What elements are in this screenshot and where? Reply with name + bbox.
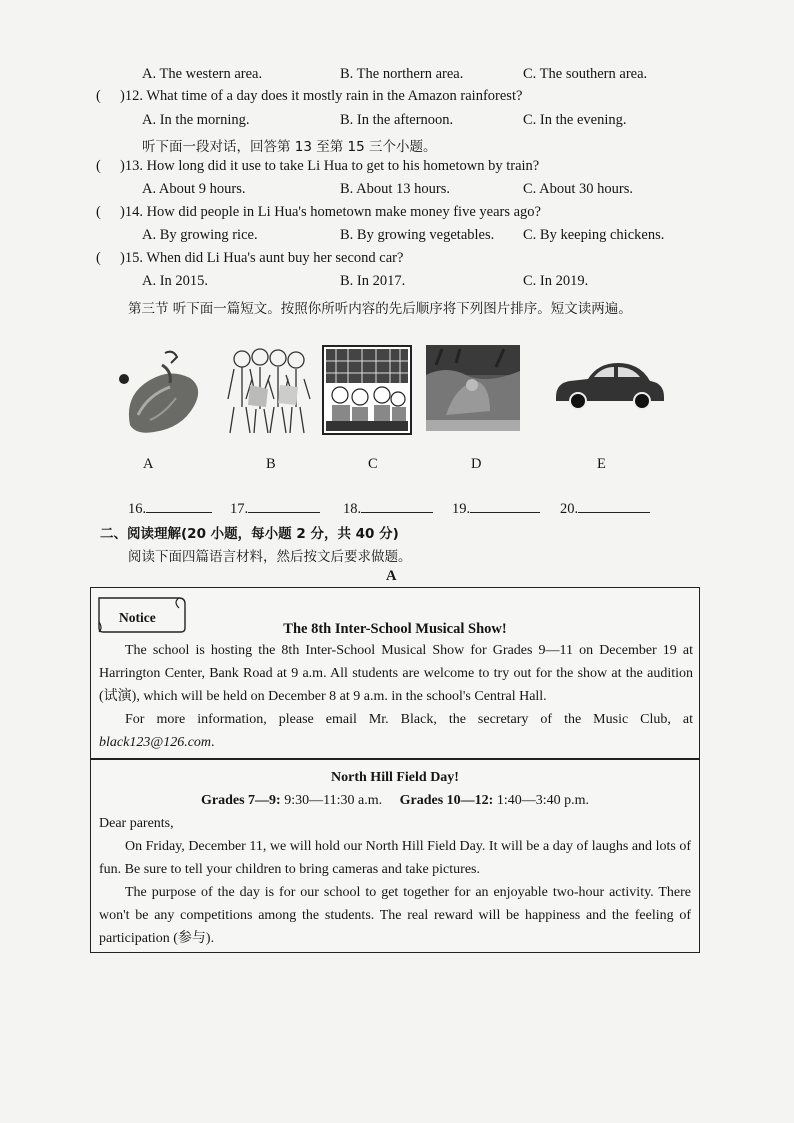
picture-b-children [220,345,320,440]
blank-number: 20. [560,501,579,517]
q15-option-c: C. In 2019. [523,273,589,289]
passage-label: A [386,568,397,584]
answer-16[interactable] [128,500,212,518]
part2-instruction: 阅读下面四篇语言材料，然后按文后要求做题。 [128,549,412,565]
q12-option-a: A. In the morning. [142,112,250,128]
picture-label-b: B [266,456,276,472]
answer-18[interactable] [343,500,433,518]
q13-text: )13. How long did it use to take Li Hua to get to his hometown by train? [120,158,540,174]
q12-paren[interactable]: ( [96,88,101,104]
notice-paragraph-2: For more information, please email Mr. Black, the secretary of the Music Club, at black123@126.com. [99,712,693,750]
q14-text: )14. How did people in Li Hua's hometown make money five years ago? [120,204,541,220]
picture-c-library [322,345,412,435]
blank-number: 19. [452,501,471,517]
q14-option-c: C. By keeping chickens. [523,227,665,243]
picture-e-car [550,355,670,415]
field-day-title: North Hill Field Day! [331,770,459,785]
answer-17[interactable] [230,500,320,518]
picture-label-e: E [597,456,606,472]
secretary-email-link[interactable]: black123@126.com [99,735,212,750]
picture-d-outdoor [426,345,520,431]
grades-7-9-time: 9:30—11:30 a.m. [284,793,383,808]
field-day-schedule [91,789,699,812]
q14-option-b: B. By growing vegetables. [340,227,495,243]
q14-option-a: A. By growing rice. [142,227,258,243]
q11-option-a: A. The western area. [142,66,263,82]
blank-number: 18. [343,501,362,517]
grades-10-12-label: Grades 10—12: [399,793,494,808]
q14-paren[interactable]: ( [96,204,101,220]
field-day-paragraph-1: On Friday, December 11, we will hold our North Hill Field Day. It will be a day of laughs and lots of fun. Be sure to tell your children to bring cameras and take pictures. [99,839,691,877]
q15-paren[interactable]: ( [96,250,101,266]
picture-label-c: C [368,456,378,472]
q13-option-b: B. About 13 hours. [340,181,450,197]
q11-option-c: C. The southern area. [523,66,648,82]
field-day-box [90,759,700,953]
q12-text: )12. What time of a day does it mostly rain in the Amazon rainforest? [120,88,523,104]
field-day-greeting: Dear parents, [99,816,174,831]
instruction-13-15: 听下面一段对话，回答第 13 至第 15 三个小题。 [142,139,437,155]
answer-20[interactable] [560,500,650,518]
picture-label-a: A [143,456,154,472]
notice-title: The 8th Inter-School Musical Show! [283,621,507,637]
q13-option-a: A. About 9 hours. [142,181,246,197]
blank-number: 17. [230,501,249,517]
blank-number: 16. [128,501,147,517]
picture-label-d: D [471,456,482,472]
answer-19[interactable] [452,500,540,518]
q12-option-b: B. In the afternoon. [340,112,454,128]
q13-paren[interactable]: ( [96,158,101,174]
picture-row [110,345,670,445]
q15-option-b: B. In 2017. [340,273,406,289]
notice-box [90,587,700,759]
part2-heading: 二、阅读理解(20 小题，每小题 2 分，共 40 分) [100,526,399,542]
q13-option-c: C. About 30 hours. [523,181,633,197]
q15-option-a: A. In 2015. [142,273,209,289]
grades-7-9-label: Grades 7—9: [201,793,281,808]
q11-option-b: B. The northern area. [340,66,464,82]
section3-instruction: 第三节 听下面一篇短文。按照你所听内容的先后顺序将下列图片排序。短文读两遍。 [128,301,632,317]
notice-tag-label: Notice [119,610,156,625]
notice-paragraph-1: The school is hosting the 8th Inter-School Musical Show for Grades 9—11 on December 19 at Harrington Center, Bank Road at 9 a.m. All students are welcome to try out for the show at the audition (试演), which will be held on December 8 at 9 a.m. in the school's Central Hall. [99,643,693,704]
picture-a-animal [110,345,210,440]
q15-text: )15. When did Li Hua's aunt buy her second car? [120,250,404,266]
grades-10-12-time: 1:40—3:40 p.m. [496,793,589,808]
q12-option-c: C. In the evening. [523,112,627,128]
field-day-paragraph-2: The purpose of the day is for our school to get together for an enjoyable two-hour activity. There won't be any competitions among the students. The real reward will be happiness and the feeling of participation (参与). [99,885,691,946]
